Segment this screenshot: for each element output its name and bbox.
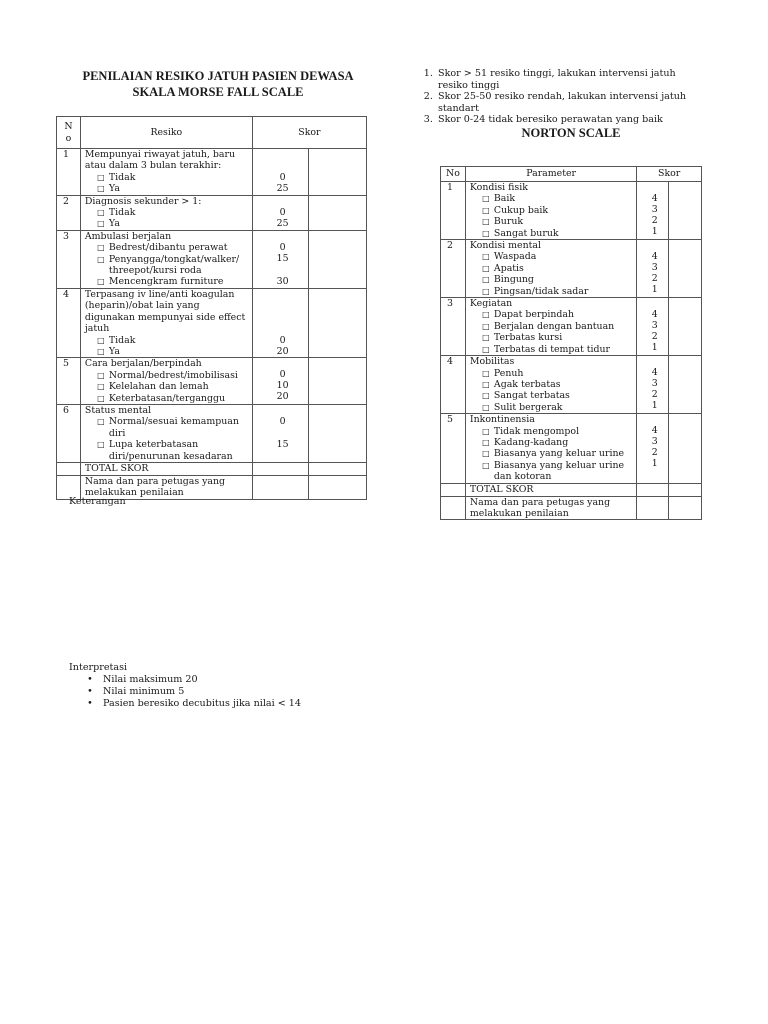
interpretasi-title: Interpretasi [69, 662, 128, 673]
morse-score-spacer [257, 196, 309, 207]
norton-option-score: 1 [651, 226, 658, 237]
checkbox-square-icon [470, 402, 494, 413]
norton-option [470, 390, 636, 401]
norton-option-text: Kadang-kadang [493, 436, 569, 448]
norton-option-text: Terbatas kursi [493, 332, 563, 344]
checkbox-square-icon [470, 309, 494, 320]
morse-option-score: 10 [276, 380, 289, 392]
norton-option [470, 448, 636, 459]
morse-title-line2: SKALA MORSE FALL SCALE [132, 85, 304, 99]
morse-option-score: 0 [279, 334, 286, 346]
morse-option-text: Kelelahan dan lemah [108, 381, 209, 393]
norton-option-text: Apatis [493, 262, 524, 274]
morse-option-text: Keterbatasan/terganggu [108, 392, 225, 404]
norton-row-extra [669, 240, 702, 298]
morse-option-text: Tidak [108, 171, 136, 183]
morse-row [57, 195, 367, 230]
morse-row-content [80, 404, 252, 462]
norton-option-score: 3 [651, 204, 658, 215]
norton-petugas-extra [669, 496, 702, 520]
norton-option-text: Sangat buruk [493, 227, 559, 239]
norton-option-score: 1 [651, 400, 658, 412]
checkbox-square-icon [85, 439, 109, 462]
checkbox-square-icon [85, 242, 109, 253]
norton-option [470, 286, 636, 297]
morse-option-score: 25 [276, 183, 289, 194]
norton-total-row [441, 483, 702, 496]
morse-score-spacer [257, 231, 309, 242]
norton-option [470, 460, 636, 483]
morse-option-score: 20 [276, 345, 289, 357]
norton-row-scores [637, 182, 669, 240]
norton-option [470, 216, 636, 227]
morse-row-extra [309, 288, 367, 357]
morse-row-label: Mempunyai riwayat jatuh, baru atau dalam 3 bulan terakhir: [84, 149, 236, 172]
checkbox-square-icon [470, 344, 494, 355]
norton-row-extra [669, 298, 702, 356]
norton-row-extra [669, 356, 702, 414]
morse-row-extra [309, 358, 367, 405]
norton-row-number: 3 [441, 298, 466, 356]
morse-row-number: 1 [57, 149, 81, 196]
norton-petugas-score [637, 496, 669, 520]
checkbox-square-icon [470, 193, 494, 204]
morse-row [57, 230, 367, 288]
morse-option-score: 15 [276, 438, 289, 450]
norton-option [470, 263, 636, 274]
norton-option [470, 309, 636, 320]
checkbox-square-icon [85, 172, 109, 183]
morse-row-number: 4 [57, 288, 81, 357]
morse-score-spacer [257, 289, 309, 335]
morse-row-extra [309, 404, 367, 462]
norton-option-score: 4 [651, 251, 658, 263]
morse-row [57, 149, 367, 196]
norton-option [470, 437, 636, 448]
morse-option-score: 20 [276, 391, 289, 403]
morse-total-extra [309, 462, 367, 475]
norton-option-score: 2 [651, 331, 658, 343]
norton-row-scores [637, 356, 669, 414]
morse-option-text: Mencengkram furniture [108, 276, 224, 288]
norton-option [470, 368, 636, 379]
morse-option [85, 183, 252, 194]
norton-score-spacer [641, 182, 668, 193]
morse-option-score: 0 [279, 172, 286, 183]
norton-option-text: Bingung [493, 274, 534, 286]
norton-row-number: 2 [441, 240, 466, 298]
norton-option-text: Agak terbatas [493, 378, 561, 390]
morse-title [56, 68, 380, 100]
norton-option-text: Berjalan dengan bantuan [493, 320, 615, 332]
morse-score-spacer [257, 149, 309, 172]
norton-score-spacer [641, 298, 668, 309]
norton-option-text: Dapat berpindah [493, 309, 575, 321]
norton-option-text: Tidak mengompol [493, 425, 580, 437]
norton-row-label: Kegiatan [469, 298, 513, 310]
morse-option-score: 15 [276, 252, 289, 264]
norton-option-score: 3 [651, 262, 658, 274]
norton-score-spacer [641, 356, 668, 367]
norton-option-text: Terbatas di tempat tidur [493, 343, 611, 355]
norton-row-content [465, 298, 636, 356]
morse-header-skor: Skor [252, 117, 366, 149]
morse-option-text: Lupa keterbatasan diri/penurunan kesadaran [108, 439, 233, 462]
morse-option [85, 381, 252, 392]
norton-total-label: TOTAL SKOR [465, 483, 636, 496]
checkbox-square-icon [470, 321, 494, 332]
norton-row-scores [637, 414, 669, 483]
checkbox-square-icon [470, 437, 494, 448]
norton-option-text: Biasanya yang keluar urine [493, 448, 625, 460]
criteria-item: 1. Skor > 51 resiko tinggi, lakukan intervensi jatuh resiko tinggi [436, 68, 700, 91]
norton-option-text: Cukup baik [493, 204, 549, 216]
norton-header-skor: Skor [637, 167, 702, 182]
morse-option-text: Ya [108, 183, 120, 195]
morse-header-no: N o [57, 117, 81, 149]
keterangan-label: Keterangan [69, 496, 126, 507]
morse-option-text: Bedrest/dibantu perawat [108, 242, 228, 254]
checkbox-square-icon [470, 263, 494, 274]
norton-option [470, 426, 636, 437]
norton-header-parameter: Parameter [465, 167, 636, 182]
norton-score-spacer [641, 414, 668, 425]
morse-row-content [80, 195, 252, 230]
norton-option-score: 2 [651, 215, 658, 226]
norton-row [441, 356, 702, 414]
norton-option [470, 379, 636, 390]
morse-row-number: 2 [57, 195, 81, 230]
norton-petugas-no [441, 496, 466, 520]
norton-row [441, 240, 702, 298]
morse-total-no [57, 462, 81, 475]
morse-option [85, 346, 252, 357]
norton-option-text: Buruk [493, 216, 524, 228]
morse-row-scores [252, 404, 309, 462]
norton-score-spacer [641, 240, 668, 251]
morse-option [85, 370, 252, 381]
interpretasi-item: • Nilai minimum 5 [103, 686, 389, 698]
norton-option-text: Penuh [493, 367, 524, 379]
norton-total-extra [669, 483, 702, 496]
criteria-list-container [410, 68, 700, 126]
morse-row-scores [252, 195, 309, 230]
interpretasi-item: • Nilai maksimum 20 [103, 674, 389, 686]
morse-row-label: Status mental [84, 404, 152, 416]
checkbox-square-icon [85, 218, 109, 229]
norton-option-score: 1 [651, 284, 658, 296]
morse-score-spacer [257, 358, 309, 369]
norton-option-score: 3 [651, 320, 658, 332]
norton-option-score: 1 [651, 458, 658, 470]
checkbox-square-icon [85, 416, 109, 439]
norton-option-text: Pingsan/tidak sadar [493, 285, 589, 297]
morse-option [85, 393, 252, 404]
norton-row-extra [669, 414, 702, 483]
norton-row-extra [669, 182, 702, 240]
norton-row [441, 414, 702, 483]
morse-option-text: Ya [108, 345, 120, 357]
norton-row-content [465, 240, 636, 298]
morse-row-content [80, 149, 252, 196]
morse-row-content [80, 230, 252, 288]
checkbox-square-icon [470, 251, 494, 262]
checkbox-square-icon [85, 183, 109, 194]
checkbox-square-icon [85, 207, 109, 218]
morse-option-text: Tidak [108, 207, 136, 219]
norton-row-content [465, 414, 636, 483]
norton-option-score: 2 [651, 389, 658, 401]
checkbox-square-icon [85, 393, 109, 404]
morse-row-number: 3 [57, 230, 81, 288]
norton-row-scores [637, 240, 669, 298]
morse-row [57, 288, 367, 357]
morse-option [85, 335, 252, 346]
morse-row-label: Terpasang iv line/anti koagulan (heparin)/obat lain yang digunakan mempunyai side effect jatuh [84, 288, 246, 335]
morse-option-text: Normal/bedrest/imobilisasi [108, 369, 238, 381]
norton-option-text: Sangat terbatas [493, 390, 570, 402]
criteria-list [410, 68, 700, 126]
checkbox-square-icon [85, 370, 109, 381]
morse-option-text: Tidak [108, 334, 136, 346]
checkbox-square-icon [85, 335, 109, 346]
morse-option [85, 416, 252, 439]
checkbox-square-icon [85, 254, 109, 277]
checkbox-square-icon [470, 379, 494, 390]
norton-option-text: Sulit bergerak [493, 401, 563, 413]
checkbox-square-icon [85, 346, 109, 357]
norton-option [470, 193, 636, 204]
morse-total-score [252, 462, 309, 475]
norton-option-score: 4 [651, 425, 658, 437]
morse-petugas-score [252, 475, 309, 499]
norton-option [470, 205, 636, 216]
morse-table [56, 116, 367, 500]
checkbox-square-icon [470, 332, 494, 343]
norton-row-label: Kondisi mental [469, 240, 541, 252]
norton-option [470, 402, 636, 413]
morse-row-label: Diagnosis sekunder > 1: [84, 195, 202, 207]
norton-option [470, 332, 636, 343]
checkbox-square-icon [85, 381, 109, 392]
norton-option-score: 4 [651, 193, 658, 204]
checkbox-square-icon [470, 460, 494, 483]
morse-row-scores [252, 230, 309, 288]
norton-table [440, 166, 702, 520]
morse-row-extra [309, 195, 367, 230]
checkbox-square-icon [470, 390, 494, 401]
morse-option-score: 0 [279, 415, 286, 427]
morse-header-resiko: Resiko [80, 117, 252, 149]
morse-header-row [57, 117, 367, 149]
morse-row [57, 358, 367, 405]
checkbox-square-icon [470, 448, 494, 459]
morse-option [85, 242, 252, 253]
norton-option-score: 2 [651, 447, 658, 459]
checkbox-square-icon [470, 368, 494, 379]
morse-option [85, 439, 252, 462]
checkbox-square-icon [470, 205, 494, 216]
morse-option [85, 254, 252, 277]
checkbox-square-icon [470, 286, 494, 297]
norton-option-score: 4 [651, 309, 658, 321]
morse-option-score: 0 [279, 369, 286, 381]
norton-petugas-label: Nama dan para petugas yang melakukan penilaian [465, 496, 636, 520]
morse-row-label: Cara berjalan/berpindah [84, 358, 202, 370]
morse-row-label: Ambulasi berjalan [84, 230, 172, 242]
checkbox-square-icon [470, 228, 494, 239]
norton-option-text: Waspada [493, 251, 537, 263]
morse-row-content [80, 358, 252, 405]
norton-option [470, 251, 636, 262]
morse-total-row [57, 462, 367, 475]
norton-option-score: 3 [651, 436, 658, 448]
norton-option-score: 3 [651, 378, 658, 390]
norton-option [470, 321, 636, 332]
norton-total-no [441, 483, 466, 496]
norton-header-no: No [441, 167, 466, 182]
norton-option-score: 4 [651, 367, 658, 379]
norton-row-content [465, 356, 636, 414]
norton-row-number: 5 [441, 414, 466, 483]
norton-option [470, 228, 636, 239]
morse-option [85, 172, 252, 183]
interpretasi-item: • Pasien beresiko decubitus jika nilai < 14 [103, 698, 389, 710]
morse-score-spacer [257, 405, 309, 416]
checkbox-square-icon [470, 274, 494, 285]
norton-header-row [441, 167, 702, 182]
norton-option [470, 344, 636, 355]
norton-row-number: 1 [441, 182, 466, 240]
norton-row-label: Kondisi fisik [469, 182, 528, 193]
morse-option-text: Penyangga/tongkat/walker/ threepot/kursi roda [108, 253, 240, 277]
checkbox-square-icon [470, 426, 494, 437]
morse-row-extra [309, 149, 367, 196]
morse-row-scores [252, 288, 309, 357]
morse-option [85, 207, 252, 218]
norton-row-scores [637, 298, 669, 356]
checkbox-square-icon [470, 216, 494, 227]
norton-option-score: 1 [651, 342, 658, 354]
morse-option-score: 0 [279, 241, 286, 253]
norton-option [470, 274, 636, 285]
morse-option [85, 276, 252, 287]
morse-row-number: 5 [57, 358, 81, 405]
criteria-item: 3. Skor 0-24 tidak beresiko perawatan yang baik [436, 114, 700, 126]
morse-option-text: Ya [108, 218, 120, 230]
norton-row-content [465, 182, 636, 240]
norton-option-text: Biasanya yang keluar urine dan kotoran [493, 459, 625, 483]
morse-title-line1: PENILAIAN RESIKO JATUH PASIEN DEWASA [82, 69, 354, 83]
norton-option-score: 2 [651, 273, 658, 285]
morse-total-label: TOTAL SKOR [80, 462, 252, 475]
norton-row [441, 182, 702, 240]
morse-option-text: Normal/sesuai kemampuan diri [108, 416, 239, 439]
morse-option [85, 218, 252, 229]
criteria-item: 2. Skor 25-50 resiko rendah, lakukan intervensi jatuh standart [436, 91, 700, 114]
morse-option-score: 30 [276, 275, 289, 287]
morse-petugas-extra [309, 475, 367, 499]
morse-row-scores [252, 149, 309, 196]
checkbox-square-icon [85, 276, 109, 287]
morse-row-content [80, 288, 252, 357]
interpretasi-section [69, 662, 389, 710]
norton-row-label: Inkontinensia [469, 414, 535, 426]
morse-row [57, 404, 367, 462]
norton-petugas-row [441, 496, 702, 520]
morse-row-number: 6 [57, 404, 81, 462]
norton-row-number: 4 [441, 356, 466, 414]
morse-row-extra [309, 230, 367, 288]
morse-option-score: 25 [276, 217, 289, 229]
norton-total-score [637, 483, 669, 496]
norton-row [441, 298, 702, 356]
morse-option-score: 0 [279, 206, 286, 218]
morse-row-scores [252, 358, 309, 405]
norton-option-text: Baik [493, 193, 516, 205]
norton-row-label: Mobilitas [469, 356, 515, 368]
morse-petugas-label: Nama dan para petugas yang melakukan penilaian [80, 475, 252, 499]
norton-title: NORTON SCALE [521, 126, 621, 140]
interpretasi-list [69, 674, 389, 711]
